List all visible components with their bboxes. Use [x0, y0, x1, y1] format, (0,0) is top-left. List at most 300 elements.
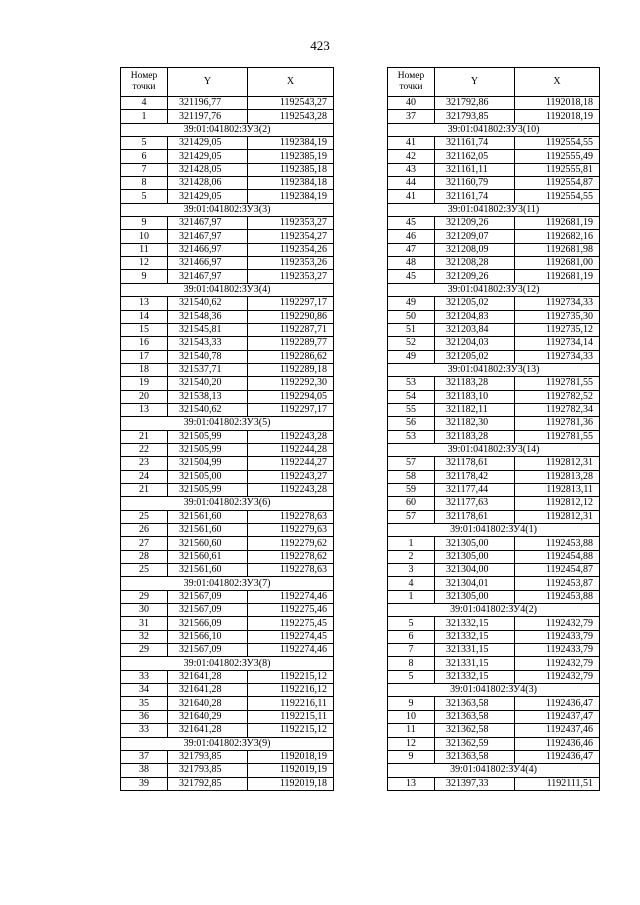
- x-coordinate-cell: 1192436,47: [515, 750, 600, 763]
- y-coordinate-cell: 321362,58: [435, 724, 515, 737]
- table-row: [388, 737, 600, 750]
- y-coordinate-cell: 321363,58: [435, 697, 515, 710]
- y-coordinate-cell: 321428,05: [168, 163, 248, 176]
- point-number-cell: 5: [121, 137, 168, 150]
- table-row: [121, 524, 334, 537]
- y-coordinate-cell: 321162,05: [435, 150, 515, 163]
- y-coordinate-cell: 321160,79: [435, 177, 515, 190]
- parcel-section-label: 39:01:041802:ЗУ3(9): [121, 737, 334, 750]
- point-number-cell: 51: [388, 323, 435, 336]
- x-coordinate-cell: 1192215,12: [248, 724, 334, 737]
- y-coordinate-cell: 321362,59: [435, 737, 515, 750]
- point-number-cell: 57: [388, 457, 435, 470]
- point-number-cell: 27: [121, 537, 168, 550]
- y-coordinate-cell: 321363,58: [435, 750, 515, 763]
- x-coordinate-cell: 1192384,19: [248, 190, 334, 203]
- x-coordinate-cell: 1192244,27: [248, 457, 334, 470]
- x-coordinate-cell: 1192278,63: [248, 564, 334, 577]
- x-coordinate-cell: 1192243,27: [248, 470, 334, 483]
- point-number-cell: 49: [388, 350, 435, 363]
- y-coordinate-cell: 321504,99: [168, 457, 248, 470]
- parcel-section-label: 39:01:041802:ЗУ3(14): [388, 443, 600, 456]
- point-number-cell: 55: [388, 403, 435, 416]
- point-number-cell: 47: [388, 243, 435, 256]
- x-coordinate-cell: 1192555,81: [515, 163, 600, 176]
- section-row: [388, 684, 600, 697]
- y-coordinate-cell: 321304,01: [435, 577, 515, 590]
- y-coordinate-cell: 321641,28: [168, 684, 248, 697]
- x-header: X: [515, 68, 600, 97]
- y-coordinate-cell: 321208,28: [435, 257, 515, 270]
- section-row: [121, 123, 334, 136]
- y-coordinate-cell: 321641,28: [168, 724, 248, 737]
- point-number-cell: 31: [121, 617, 168, 630]
- table-row: [121, 403, 334, 416]
- y-coordinate-cell: 321792,85: [168, 777, 248, 790]
- x-coordinate-cell: 1192018,19: [515, 110, 600, 123]
- table-row: [121, 644, 334, 657]
- x-coordinate-cell: 1192436,46: [515, 737, 600, 750]
- parcel-section-label: 39:01:041802:ЗУ3(3): [121, 203, 334, 216]
- table-row: [388, 323, 600, 336]
- y-coordinate-cell: 321305,00: [435, 550, 515, 563]
- table-header-row: [388, 68, 600, 97]
- x-coordinate-cell: 1192279,63: [248, 524, 334, 537]
- point-number-cell: 13: [388, 777, 435, 790]
- table-row: [388, 537, 600, 550]
- x-coordinate-cell: 1192813,11: [515, 483, 600, 496]
- table-row: [388, 630, 600, 643]
- table-row: [388, 350, 600, 363]
- point-number-cell: 11: [121, 243, 168, 256]
- section-row: [388, 123, 600, 136]
- x-coordinate-cell: 1192433,79: [515, 630, 600, 643]
- x-coordinate-cell: 1192215,11: [248, 710, 334, 723]
- y-coordinate-cell: 321640,29: [168, 710, 248, 723]
- table-row: [121, 710, 334, 723]
- table-row: [121, 724, 334, 737]
- x-coordinate-cell: 1192432,79: [515, 617, 600, 630]
- x-coordinate-cell: 1192385,19: [248, 150, 334, 163]
- x-coordinate-cell: 1192216,12: [248, 684, 334, 697]
- point-number-cell: 2: [388, 550, 435, 563]
- y-coordinate-cell: 321204,03: [435, 337, 515, 350]
- y-coordinate-cell: 321429,05: [168, 150, 248, 163]
- point-number-cell: 30: [121, 604, 168, 617]
- point-number-cell: 35: [121, 697, 168, 710]
- point-number-cell: 13: [121, 297, 168, 310]
- x-coordinate-cell: 1192019,19: [248, 764, 334, 777]
- section-row: [121, 577, 334, 590]
- x-coordinate-cell: 1192436,47: [515, 697, 600, 710]
- point-number-cell: 24: [121, 470, 168, 483]
- y-coordinate-cell: 321305,00: [435, 590, 515, 603]
- table-row: [121, 590, 334, 603]
- x-coordinate-cell: 1192216,11: [248, 697, 334, 710]
- y-coordinate-cell: 321505,99: [168, 443, 248, 456]
- section-row: [388, 524, 600, 537]
- table-row: [121, 443, 334, 456]
- y-coordinate-cell: 321161,74: [435, 190, 515, 203]
- point-number-cell: 10: [388, 710, 435, 723]
- point-number-cell: 23: [121, 457, 168, 470]
- point-number-cell: 25: [121, 564, 168, 577]
- x-coordinate-cell: 1192290,86: [248, 310, 334, 323]
- point-number-cell: 59: [388, 483, 435, 496]
- table-row: [388, 377, 600, 390]
- y-coordinate-cell: 321178,61: [435, 510, 515, 523]
- table-row: [121, 350, 334, 363]
- table-row: [388, 657, 600, 670]
- y-coordinate-cell: 321467,97: [168, 217, 248, 230]
- point-number-cell: 49: [388, 297, 435, 310]
- x-coordinate-cell: 1192354,27: [248, 230, 334, 243]
- point-number-cell: 9: [121, 217, 168, 230]
- x-coordinate-cell: 1192289,77: [248, 337, 334, 350]
- y-coordinate-cell: 321178,42: [435, 470, 515, 483]
- y-coordinate-cell: 321304,00: [435, 564, 515, 577]
- section-row: [388, 203, 600, 216]
- y-coordinate-cell: 321561,60: [168, 524, 248, 537]
- y-coordinate-cell: 321466,97: [168, 257, 248, 270]
- x-coordinate-cell: 1192543,28: [248, 110, 334, 123]
- table-row: [121, 697, 334, 710]
- x-header: X: [248, 68, 334, 97]
- point-number-cell: 44: [388, 177, 435, 190]
- x-coordinate-cell: 1192432,79: [515, 657, 600, 670]
- table-row: [388, 230, 600, 243]
- point-number-cell: 32: [121, 630, 168, 643]
- coordinates-table-right: [387, 67, 600, 791]
- x-coordinate-cell: 1192353,27: [248, 270, 334, 283]
- x-coordinate-cell: 1192018,18: [515, 97, 600, 110]
- table-row: [388, 710, 600, 723]
- x-coordinate-cell: 1192812,31: [515, 457, 600, 470]
- parcel-section-label: 39:01:041802:ЗУ3(6): [121, 497, 334, 510]
- table-row: [121, 470, 334, 483]
- y-coordinate-cell: 321561,60: [168, 510, 248, 523]
- x-coordinate-cell: 1192735,12: [515, 323, 600, 336]
- y-coordinate-cell: 321540,62: [168, 297, 248, 310]
- x-coordinate-cell: 1192353,26: [248, 257, 334, 270]
- y-coordinate-cell: 321332,15: [435, 617, 515, 630]
- table-row: [121, 377, 334, 390]
- x-coordinate-cell: 1192292,30: [248, 377, 334, 390]
- point-number-cell: 42: [388, 150, 435, 163]
- point-number-cell: 18: [121, 363, 168, 376]
- y-coordinate-cell: 321205,02: [435, 297, 515, 310]
- y-coordinate-cell: 321567,09: [168, 590, 248, 603]
- y-coordinate-cell: 321197,76: [168, 110, 248, 123]
- y-coordinate-cell: 321792,86: [435, 97, 515, 110]
- y-coordinate-cell: 321332,15: [435, 670, 515, 683]
- x-coordinate-cell: 1192681,19: [515, 217, 600, 230]
- y-coordinate-cell: 321428,06: [168, 177, 248, 190]
- parcel-section-label: 39:01:041802:ЗУ3(11): [388, 203, 600, 216]
- point-number-cell: 26: [121, 524, 168, 537]
- point-number-cell: 1: [388, 537, 435, 550]
- table-row: [121, 550, 334, 563]
- point-number-cell: 4: [388, 577, 435, 590]
- y-coordinate-cell: 321161,74: [435, 137, 515, 150]
- section-row: [121, 417, 334, 430]
- point-number-cell: 52: [388, 337, 435, 350]
- point-number-cell: 21: [121, 483, 168, 496]
- y-coordinate-cell: 321540,62: [168, 403, 248, 416]
- table-row: [121, 310, 334, 323]
- table-row: [388, 483, 600, 496]
- point-number-cell: 39: [121, 777, 168, 790]
- y-coordinate-cell: 321540,78: [168, 350, 248, 363]
- point-number-cell: 57: [388, 510, 435, 523]
- point-number-cell: 5: [388, 617, 435, 630]
- x-coordinate-cell: 1192297,17: [248, 297, 334, 310]
- point-number-cell: 43: [388, 163, 435, 176]
- x-coordinate-cell: 1192275,46: [248, 604, 334, 617]
- table-row: [388, 577, 600, 590]
- x-coordinate-cell: 1192274,46: [248, 644, 334, 657]
- table-row: [388, 390, 600, 403]
- table-row: [121, 150, 334, 163]
- point-number-cell: 56: [388, 417, 435, 430]
- table-row: [388, 137, 600, 150]
- x-coordinate-cell: 1192433,79: [515, 644, 600, 657]
- y-coordinate-cell: 321209,26: [435, 217, 515, 230]
- x-coordinate-cell: 1192543,27: [248, 97, 334, 110]
- point-number-cell: 12: [121, 257, 168, 270]
- table-row: [121, 257, 334, 270]
- x-coordinate-cell: 1192734,14: [515, 337, 600, 350]
- x-coordinate-cell: 1192243,28: [248, 483, 334, 496]
- point-number-cell: 33: [121, 724, 168, 737]
- table-row: [121, 564, 334, 577]
- point-number-cell: 48: [388, 257, 435, 270]
- x-coordinate-cell: 1192275,45: [248, 617, 334, 630]
- section-row: [388, 604, 600, 617]
- x-coordinate-cell: 1192278,63: [248, 510, 334, 523]
- point-number-cell: 15: [121, 323, 168, 336]
- table-row: [388, 470, 600, 483]
- parcel-section-label: 39:01:041802:ЗУ3(10): [388, 123, 600, 136]
- point-number-cell: 6: [121, 150, 168, 163]
- point-number-cell: 1: [388, 590, 435, 603]
- x-coordinate-cell: 1192812,12: [515, 497, 600, 510]
- point-number-cell: 8: [121, 177, 168, 190]
- point-number-cell: 19: [121, 377, 168, 390]
- x-coordinate-cell: 1192354,26: [248, 243, 334, 256]
- x-coordinate-cell: 1192681,19: [515, 270, 600, 283]
- x-coordinate-cell: 1192781,55: [515, 377, 600, 390]
- y-coordinate-cell: 321641,28: [168, 670, 248, 683]
- y-coordinate-cell: 321183,28: [435, 430, 515, 443]
- y-coordinate-cell: 321548,36: [168, 310, 248, 323]
- y-coordinate-cell: 321397,33: [435, 777, 515, 790]
- table-row: [121, 323, 334, 336]
- x-coordinate-cell: 1192453,88: [515, 537, 600, 550]
- y-coordinate-cell: 321177,63: [435, 497, 515, 510]
- point-number-cell: 12: [388, 737, 435, 750]
- x-coordinate-cell: 1192437,47: [515, 710, 600, 723]
- x-coordinate-cell: 1192554,87: [515, 177, 600, 190]
- x-coordinate-cell: 1192018,19: [248, 750, 334, 763]
- parcel-section-label: 39:01:041802:ЗУ3(5): [121, 417, 334, 430]
- x-coordinate-cell: 1192384,18: [248, 177, 334, 190]
- table-row: [121, 483, 334, 496]
- section-row: [121, 283, 334, 296]
- point-number-cell: 21: [121, 430, 168, 443]
- point-number-cell: 33: [121, 670, 168, 683]
- y-coordinate-cell: 321543,33: [168, 337, 248, 350]
- point-number-cell: 37: [121, 750, 168, 763]
- point-number-cell: 7: [388, 644, 435, 657]
- table-row: [388, 697, 600, 710]
- point-number-cell: 50: [388, 310, 435, 323]
- point-number-cell: 7: [121, 163, 168, 176]
- y-coordinate-cell: 321196,77: [168, 97, 248, 110]
- x-coordinate-cell: 1192682,16: [515, 230, 600, 243]
- x-coordinate-cell: 1192274,46: [248, 590, 334, 603]
- y-coordinate-cell: 321182,11: [435, 403, 515, 416]
- table-row: [388, 670, 600, 683]
- y-coordinate-cell: 321177,44: [435, 483, 515, 496]
- table-row: [388, 590, 600, 603]
- x-coordinate-cell: 1192353,27: [248, 217, 334, 230]
- table-row: [121, 510, 334, 523]
- table-row: [121, 230, 334, 243]
- x-coordinate-cell: 1192274,45: [248, 630, 334, 643]
- x-coordinate-cell: 1192681,98: [515, 243, 600, 256]
- point-number-cell: 22: [121, 443, 168, 456]
- table-row: [121, 177, 334, 190]
- point-number-cell: 58: [388, 470, 435, 483]
- table-row: [388, 564, 600, 577]
- point-number-cell: 11: [388, 724, 435, 737]
- table-header-row: [121, 68, 334, 97]
- point-number-cell: 5: [388, 670, 435, 683]
- y-coordinate-cell: 321205,02: [435, 350, 515, 363]
- parcel-section-label: 39:01:041802:ЗУ3(7): [121, 577, 334, 590]
- section-row: [388, 443, 600, 456]
- y-coordinate-cell: 321209,07: [435, 230, 515, 243]
- y-coordinate-cell: 321203,84: [435, 323, 515, 336]
- table-row: [388, 497, 600, 510]
- table-row: [121, 110, 334, 123]
- x-coordinate-cell: 1192813,28: [515, 470, 600, 483]
- y-coordinate-cell: 321183,10: [435, 390, 515, 403]
- table-row: [121, 390, 334, 403]
- table-row: [121, 457, 334, 470]
- x-coordinate-cell: 1192244,28: [248, 443, 334, 456]
- point-number-cell: 38: [121, 764, 168, 777]
- table-row: [388, 337, 600, 350]
- point-number-header: Номер точки: [388, 68, 435, 97]
- parcel-section-label: 39:01:041802:ЗУ3(8): [121, 657, 334, 670]
- x-coordinate-cell: 1192297,17: [248, 403, 334, 416]
- x-coordinate-cell: 1192554,55: [515, 137, 600, 150]
- x-coordinate-cell: 1192287,71: [248, 323, 334, 336]
- y-coordinate-cell: 321640,28: [168, 697, 248, 710]
- point-number-cell: 16: [121, 337, 168, 350]
- table-row: [388, 217, 600, 230]
- y-coordinate-cell: 321561,60: [168, 564, 248, 577]
- table-row: [388, 150, 600, 163]
- table-row: [121, 777, 334, 790]
- x-coordinate-cell: 1192111,51: [515, 777, 600, 790]
- point-number-cell: 28: [121, 550, 168, 563]
- table-row: [121, 604, 334, 617]
- y-coordinate-cell: 321209,26: [435, 270, 515, 283]
- table-row: [121, 297, 334, 310]
- coordinates-table-left: [120, 67, 334, 791]
- table-row: [121, 764, 334, 777]
- y-coordinate-cell: 321429,05: [168, 137, 248, 150]
- table-row: [121, 337, 334, 350]
- x-coordinate-cell: 1192384,19: [248, 137, 334, 150]
- table-row: [388, 190, 600, 203]
- table-row: [388, 617, 600, 630]
- point-number-cell: 53: [388, 377, 435, 390]
- x-coordinate-cell: 1192782,34: [515, 403, 600, 416]
- point-number-cell: 53: [388, 430, 435, 443]
- y-coordinate-cell: 321567,09: [168, 644, 248, 657]
- table-row: [388, 163, 600, 176]
- y-coordinate-cell: 321793,85: [168, 764, 248, 777]
- table-row: [121, 217, 334, 230]
- table-row: [388, 644, 600, 657]
- y-coordinate-cell: 321208,09: [435, 243, 515, 256]
- table-row: [388, 417, 600, 430]
- table-row: [121, 363, 334, 376]
- y-coordinate-cell: 321429,05: [168, 190, 248, 203]
- x-coordinate-cell: 1192812,31: [515, 510, 600, 523]
- x-coordinate-cell: 1192554,55: [515, 190, 600, 203]
- point-number-cell: 25: [121, 510, 168, 523]
- parcel-section-label: 39:01:041802:ЗУ4(2): [388, 604, 600, 617]
- table-row: [121, 670, 334, 683]
- x-coordinate-cell: 1192735,30: [515, 310, 600, 323]
- point-number-header: Номер точки: [121, 68, 168, 97]
- y-coordinate-cell: 321331,15: [435, 657, 515, 670]
- table-row: [388, 777, 600, 790]
- point-number-cell: 9: [121, 270, 168, 283]
- table-row: [388, 270, 600, 283]
- point-number-cell: 29: [121, 644, 168, 657]
- y-coordinate-cell: 321204,83: [435, 310, 515, 323]
- parcel-section-label: 39:01:041802:ЗУ4(3): [388, 684, 600, 697]
- point-number-cell: 1: [121, 110, 168, 123]
- table-row: [121, 97, 334, 110]
- table-row: [388, 550, 600, 563]
- x-coordinate-cell: 1192432,79: [515, 670, 600, 683]
- y-coordinate-cell: 321467,97: [168, 230, 248, 243]
- x-coordinate-cell: 1192454,88: [515, 550, 600, 563]
- point-number-cell: 36: [121, 710, 168, 723]
- x-coordinate-cell: 1192294,05: [248, 390, 334, 403]
- x-coordinate-cell: 1192454,87: [515, 564, 600, 577]
- point-number-cell: 54: [388, 390, 435, 403]
- table-row: [388, 403, 600, 416]
- table-row: [388, 110, 600, 123]
- section-row: [388, 764, 600, 777]
- y-coordinate-cell: 321560,60: [168, 537, 248, 550]
- x-coordinate-cell: 1192734,33: [515, 350, 600, 363]
- y-coordinate-cell: 321566,10: [168, 630, 248, 643]
- y-coordinate-cell: 321178,61: [435, 457, 515, 470]
- point-number-cell: 10: [121, 230, 168, 243]
- table-row: [121, 163, 334, 176]
- table-row: [388, 97, 600, 110]
- y-coordinate-cell: 321793,85: [435, 110, 515, 123]
